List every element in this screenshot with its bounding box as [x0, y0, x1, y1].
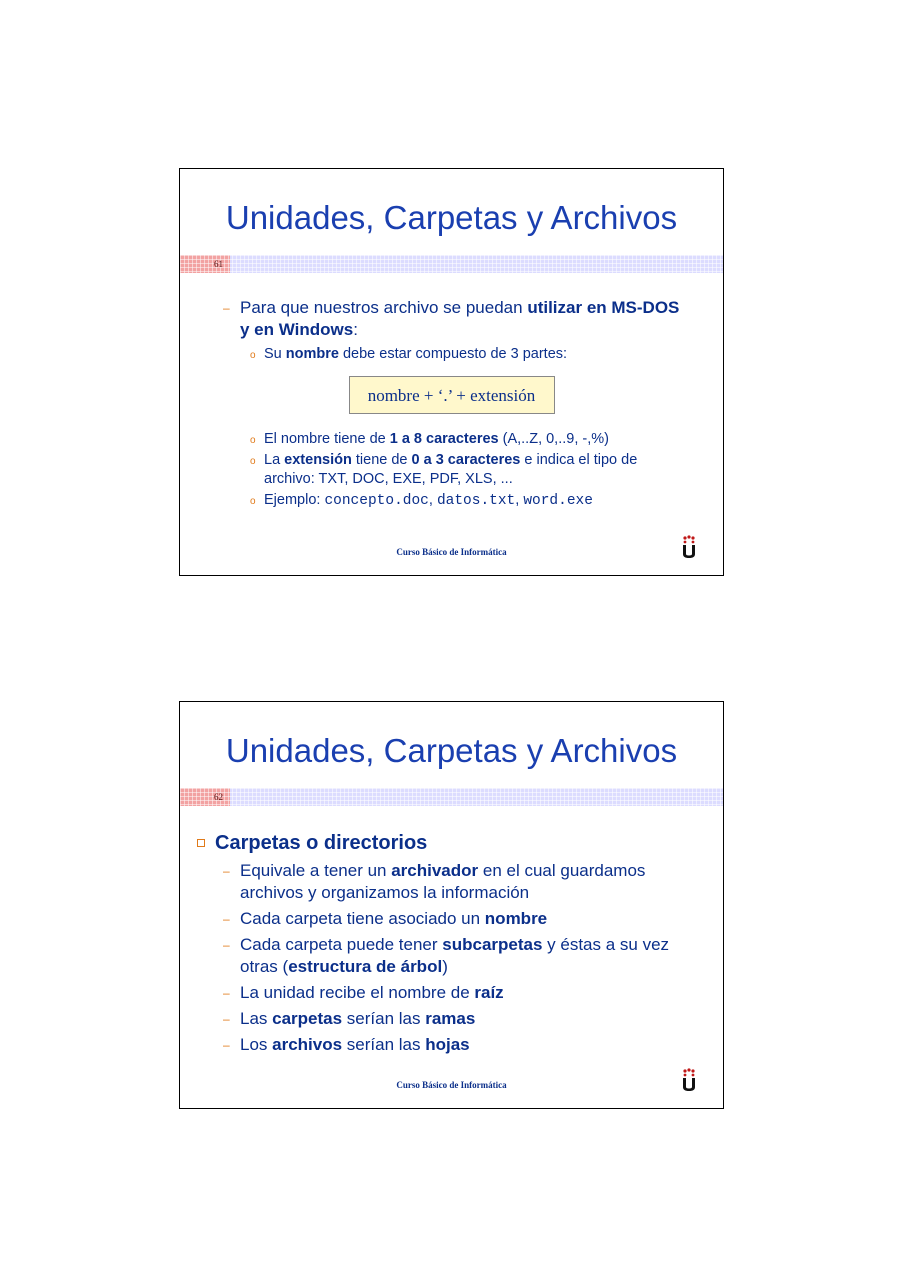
text-bold: nombre [285, 346, 339, 362]
dash-marker: – [223, 864, 230, 878]
code-text: word.exe [523, 493, 593, 509]
text-bold: archivador [391, 861, 479, 880]
text: : [353, 320, 358, 339]
text: La [264, 452, 285, 468]
text-bold: 1 a 8 caracteres [389, 431, 499, 447]
text: debe estar compuesto de 3 partes: [338, 346, 568, 362]
bullet-item [180, 1008, 723, 1030]
text: Su [264, 346, 286, 362]
text-bold: hojas [425, 1035, 470, 1054]
text: serían las [342, 1035, 426, 1054]
circle-marker: o [250, 496, 256, 507]
slide-content [180, 297, 723, 513]
section-heading-text: Carpetas o directorios [215, 832, 428, 854]
text: e indica el tipo de archivo: TXT, DOC, EXE, PDF, XLS, ... [264, 452, 638, 487]
slide-content [180, 830, 723, 1060]
bullet-item [180, 1034, 723, 1056]
text-bold: extensión [284, 452, 352, 468]
university-logo-icon [681, 1068, 697, 1092]
formula-box: nombre + ‘.’ + extensión [349, 376, 555, 414]
text: El nombre tiene de [264, 431, 390, 447]
slide-title: Unidades, Carpetas y Archivos [225, 732, 678, 769]
dash-marker: – [223, 301, 230, 315]
text: La unidad recibe el nombre de [240, 983, 475, 1002]
text-bold: 0 a 3 caracteres [411, 452, 521, 468]
text-bold: estructura de árbol [288, 957, 443, 976]
header-band [180, 255, 723, 273]
page-number: 61 [214, 259, 223, 269]
section-heading [180, 830, 723, 856]
square-bullet-icon [197, 839, 205, 847]
sub-bullet-item [180, 451, 723, 489]
dash-marker: – [223, 938, 230, 952]
text: tiene de [351, 452, 412, 468]
dash-marker: – [223, 1012, 230, 1026]
text: ) [442, 957, 448, 976]
circle-marker: o [250, 435, 256, 446]
slide-61 [179, 168, 724, 576]
bullet-item [180, 908, 723, 930]
slide-footer: Curso Básico de Informática [396, 547, 507, 557]
circle-marker: o [250, 350, 256, 361]
code-text: datos.txt [436, 493, 516, 509]
bullet-item [180, 982, 723, 1004]
university-logo-icon [681, 535, 697, 559]
slide-footer: Curso Básico de Informática [396, 1080, 507, 1090]
bullet-item [180, 297, 723, 341]
text-bold: subcarpetas [442, 935, 543, 954]
sub-bullet-item [180, 491, 723, 511]
text: Las [240, 1009, 273, 1028]
code-text: concepto.doc [324, 493, 429, 509]
text-bold: carpetas [272, 1009, 343, 1028]
slide-title: Unidades, Carpetas y Archivos [225, 199, 678, 236]
header-band [180, 788, 723, 806]
text: , [428, 492, 437, 508]
slide-62 [179, 701, 724, 1109]
text: Los [240, 1035, 273, 1054]
text: , [515, 492, 524, 508]
text-bold: nombre [484, 909, 548, 928]
dash-marker: – [223, 1038, 230, 1052]
text: serían las [342, 1009, 426, 1028]
sub-bullet-item [180, 430, 723, 449]
text: y éstas a su vez otras ( [240, 935, 670, 976]
text-bold: raíz [474, 983, 504, 1002]
text: (A,..Z, 0,..9, -,%) [498, 431, 609, 447]
bullet-item [180, 934, 723, 978]
text: Ejemplo: [264, 492, 325, 508]
text-bold: utilizar en MS-DOS y en Windows [240, 298, 680, 339]
text: Cada carpeta puede tener [240, 935, 443, 954]
text-bold: archivos [272, 1035, 343, 1054]
bullet-item [180, 860, 723, 904]
text: en el cual guardamos archivos y organizamos la información [240, 861, 646, 902]
text: Equivale a tener un [240, 861, 392, 880]
sub-bullet-item [180, 345, 723, 364]
text: Cada carpeta tiene asociado un [240, 909, 485, 928]
dash-marker: – [223, 912, 230, 926]
text: Para que nuestros archivo se puedan [240, 298, 528, 317]
circle-marker: o [250, 456, 256, 467]
dash-marker: – [223, 986, 230, 1000]
text-bold: ramas [425, 1009, 476, 1028]
page-number: 62 [214, 792, 223, 802]
